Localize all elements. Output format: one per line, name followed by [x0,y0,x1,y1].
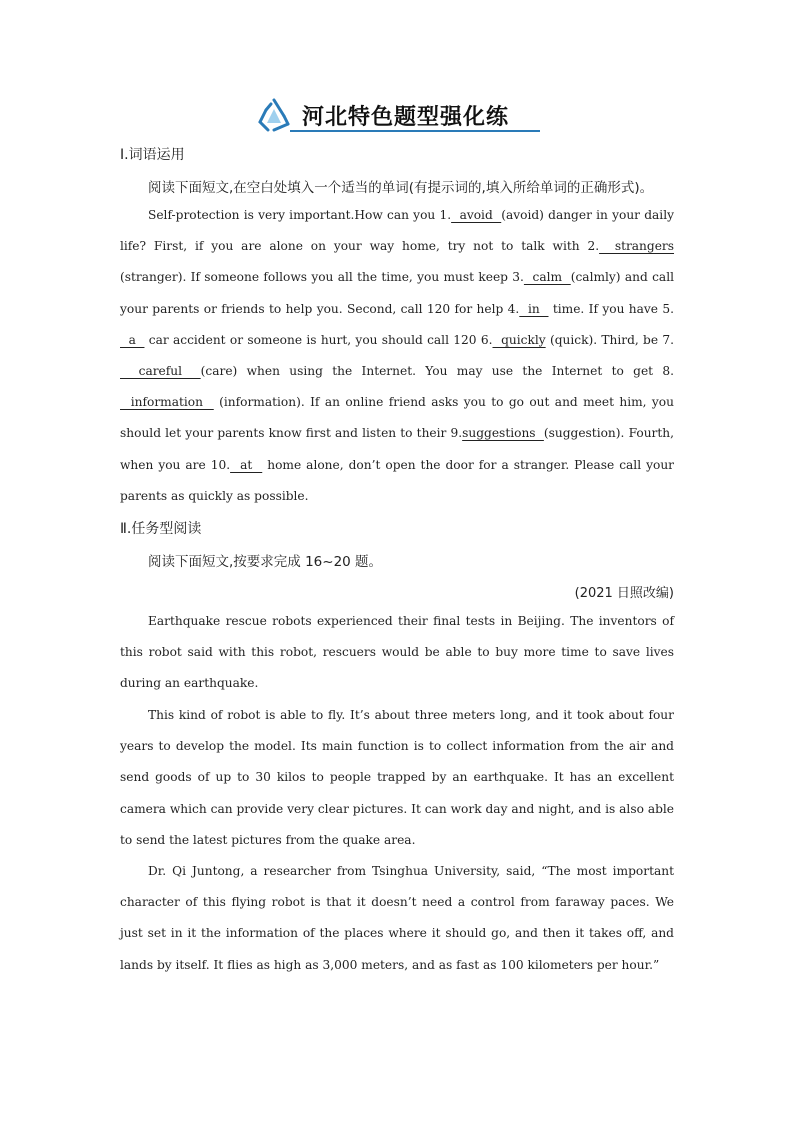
blank-1-answer: avoid [451,208,502,222]
blank-9-answer: suggestions [462,426,544,441]
blank-8-answer: information [120,395,214,410]
section2-instruction: 阅读下面短文,按要求完成 16~20 题。 [148,554,383,570]
blank-6-answer: quickly [492,332,546,347]
passage-text: (care) when using the Internet. You may use the Internet to get 8. [200,364,674,379]
blank-2-answer: strangers [599,239,675,254]
title-banner [254,96,540,136]
passage-text: time. If you have 5. [548,301,674,316]
reading-paragraph-1: Earthquake rescue robots experienced their final tests in Beijing. The inventors of this robot said with this robot, rescuers would be able to buy more time to save lives during an earthquake. [120,614,674,691]
passage-text: Self-protection is very important.How can you 1. [148,208,452,222]
passage-text: (quick). Third, be 7. [545,332,675,347]
passage-text: (suggestion). Fourth, when you are 10. [120,426,674,472]
cloze-passage [120,200,674,512]
section1-instruction: 阅读下面短文,在空白处填入一个适当的单词(有提示词的,填入所给单词的正确形式)。 [148,180,654,196]
page-title: 河北特色题型强化练 [302,105,510,130]
blank-10-answer: at [230,457,263,472]
source-note: (2021 日照改编) [574,586,674,601]
reading-paragraph-3: Dr. Qi Juntong, a researcher from Tsinghua University, said, “The most important character of this flying robot is that it doesn’t need a control from faraway paces. We just set in it the information of the places where it should go, and then it takes off, and lands by itself. It flies as high as 3,000 meters, and as fast as 100 kilometers per hour.” [120,864,674,972]
passage-text: car accident or someone is hurt, you should call 120 6. [144,332,493,347]
blank-5-answer: a [120,332,145,347]
passage-text: (stranger). If someone follows you all the time, you must keep 3. [120,270,524,285]
passage-text: home alone, don’t open the door for a stranger. Please call your parents as quickly as possible. [120,457,674,503]
reading-paragraph-2: This kind of robot is able to fly. It’s about three meters long, and it took about four years to develop the model. Its main function is to collect information from the air and send goods of up to 30 kilos to people trapped by an earthquake. It has an excellent camera which can provide very clear pictures. It can work day and night, and is also able to send the latest pictures from the quake area. [120,708,674,847]
section2-heading: Ⅱ.任务型阅读 [120,521,202,537]
blank-4-answer: in [519,301,549,316]
recycle-logo-icon [254,96,294,136]
blank-7-answer: careful [120,364,201,379]
section1-heading: Ⅰ.词语运用 [120,147,185,163]
blank-3-answer: calm [523,270,571,285]
passage-text: (calmly) and call your parents or friends to help you. Second, call 120 for help 4. [120,270,674,316]
passage-text: (avoid) danger in your daily life? First, if you are alone on your way home, try not to talk with 2. [120,208,674,254]
passage-text: (information). If an online friend asks you to go out and meet him, you should let your parents know first and listen to their 9. [120,395,674,441]
title-underline [290,130,540,132]
